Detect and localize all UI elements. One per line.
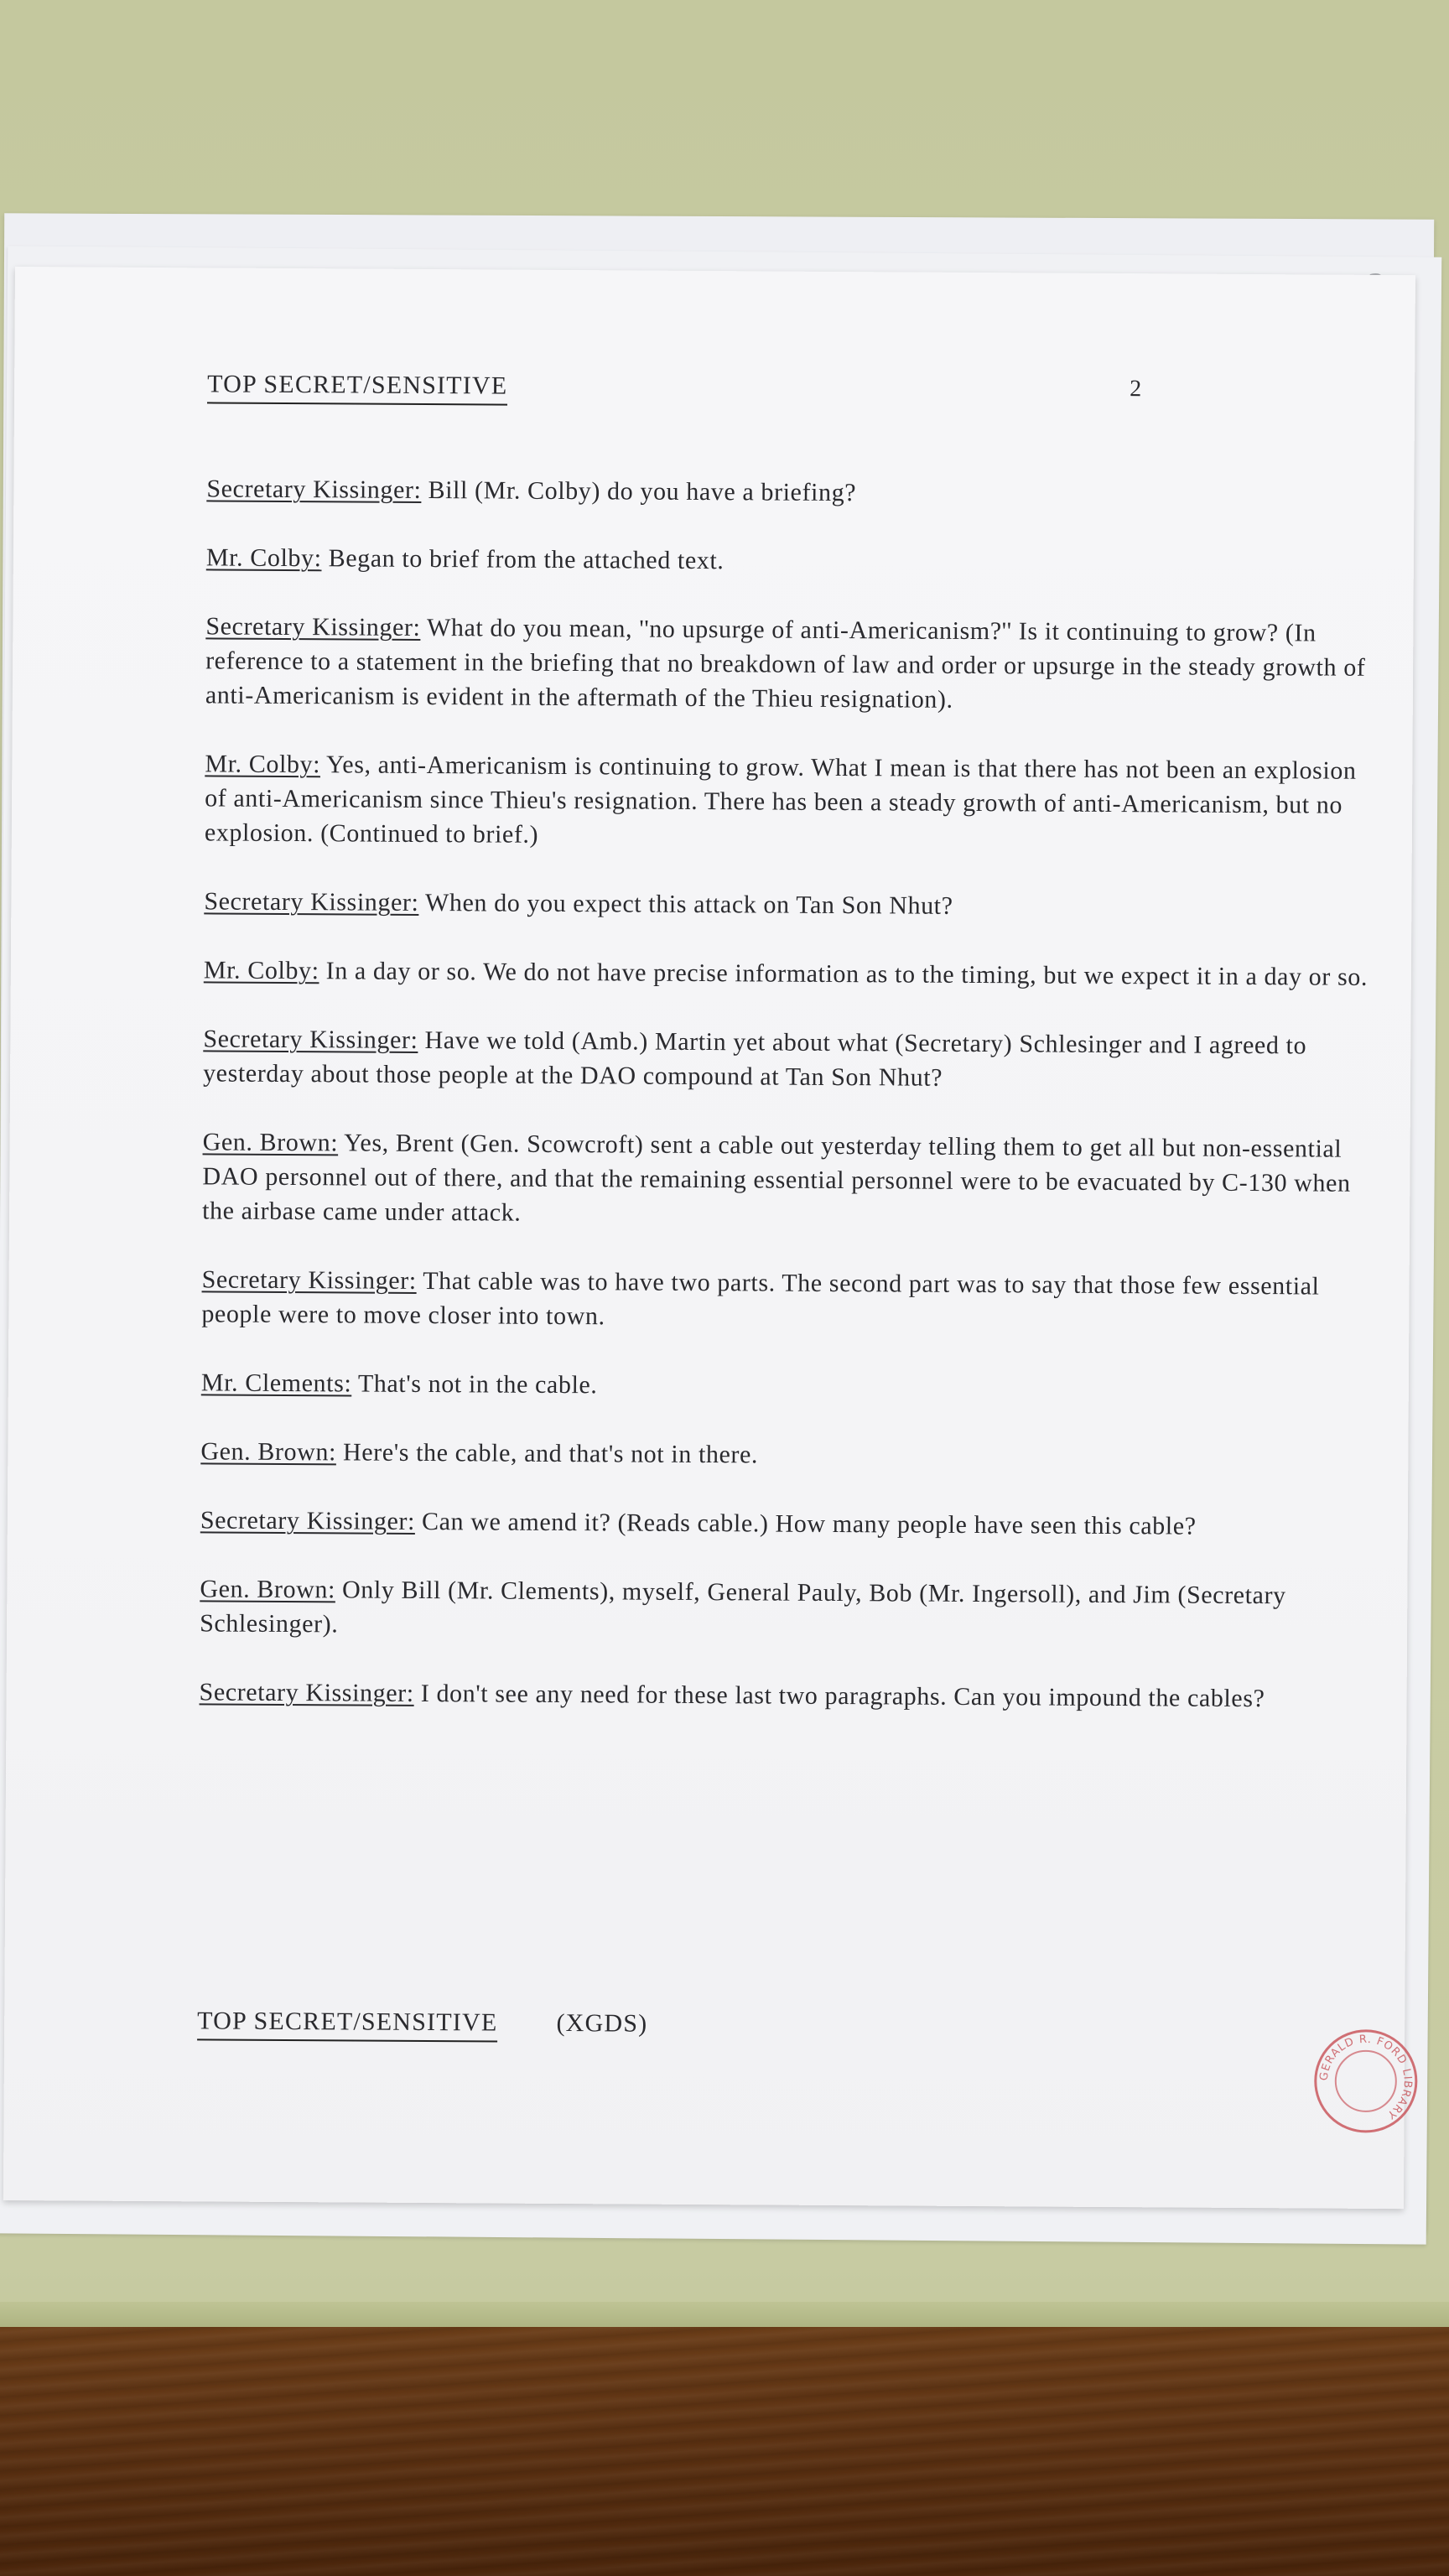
transcript-entry (201, 1365, 1367, 1406)
speaker-name: Gen. Brown: (202, 1128, 339, 1157)
entry-text: Have we told (Amb.) Martin yet about what (Secretary) Schlesinger and I agreed to yesterday about those people at the DAO compound at Tan Son Nhut? (203, 1026, 1307, 1092)
speaker-name: Mr. Clements: (200, 1368, 352, 1398)
page-header (207, 366, 1373, 410)
speaker-name: Mr. Colby: (205, 750, 321, 779)
entry-text: Began to brief from the attached text. (321, 544, 724, 575)
speaker-name: Gen. Brown: (200, 1575, 336, 1604)
entry-text: That's not in the cable. (351, 1369, 598, 1400)
stamp-text: GERALD R. FORD LIBRARY (1317, 2033, 1415, 2122)
speaker-name: Secretary Kissinger: (201, 1265, 417, 1295)
transcript-entry (205, 746, 1371, 856)
entry-text: Can we amend it? (Reads cable.) How many people have seen this cable? (414, 1507, 1197, 1540)
entry-text: What do you mean, ''no upsurge of anti-Americanism?'' Is it continuing to grow? (In reference to a statement in the briefing that no breakdown of law and order or upsurge in the steady growth of anti-Americanism is evident in the aftermath of the Thieu resignation). (205, 613, 1366, 714)
entry-text: Yes, Brent (Gen. Scowcroft) sent a cable out yesterday telling them to get all but non-essential DAO personnel out of there, and that the remaining essential personnel were to be evacuated by C-130 when the airbase came under attack. (202, 1129, 1351, 1227)
speaker-name: Secretary Kissinger: (200, 1506, 416, 1535)
entry-text: Here's the cable, and that's not in there. (335, 1438, 759, 1469)
classification-marking (207, 366, 507, 405)
classification-struck: TOP SECRET (207, 370, 364, 399)
transcript-entry (206, 471, 1372, 512)
transcript-entry (201, 1262, 1367, 1337)
transcript-body (199, 471, 1372, 1750)
transcript-entry (205, 609, 1372, 719)
classification-marking (197, 2003, 497, 2042)
transcript-entry (203, 1021, 1368, 1097)
entry-text: I don't see any need for these last two paragraphs. Can you impound the cables? (413, 1679, 1265, 1713)
entry-text: Only Bill (Mr. Clements), myself, General Pauly, Bob (Mr. Ingersoll), and Jim (Secretary Schlesinger). (200, 1576, 1286, 1639)
desk-surface (0, 2323, 1449, 2576)
speaker-name: Gen. Brown: (200, 1437, 337, 1467)
page-footer (197, 2003, 1363, 2047)
entry-text: When do you expect this attack on Tan Son Nhut? (418, 888, 953, 920)
folder-edge (0, 2302, 1449, 2327)
speaker-name: Mr. Colby: (203, 956, 319, 985)
classification-rest: /SENSITIVE (363, 371, 508, 400)
library-stamp-icon (1311, 2027, 1420, 2135)
entry-text: That cable was to have two parts. The second part was to say that those few essential people were to move closer into town. (201, 1266, 1320, 1331)
transcript-entry (204, 953, 1369, 994)
entry-text: Yes, anti-Americanism is continuing to grow. What I mean is that there has not been an explosion of anti-Americanism since Thieu's resignation. There has been a steady growth of anti-Americanism, but no explosion. (Continued to brief.) (204, 750, 1357, 849)
entry-text: Bill (Mr. Colby) do you have a briefing? (421, 475, 857, 507)
speaker-name: Secretary Kissinger: (199, 1678, 414, 1707)
transcript-entry (202, 1124, 1368, 1234)
transcript-entry (204, 884, 1369, 925)
transcript-entry (199, 1675, 1364, 1716)
entry-text: In a day or so. We do not have precise information as to the timing, but we expect it in a day or so. (319, 957, 1368, 991)
speaker-name: Secretary Kissinger: (205, 612, 421, 641)
speaker-name: Secretary Kissinger: (203, 1025, 418, 1054)
transcript-entry (200, 1571, 1365, 1647)
speaker-name: Secretary Kissinger: (204, 887, 419, 917)
speaker-name: Secretary Kissinger: (206, 475, 422, 504)
transcript-entry (200, 1434, 1366, 1475)
speaker-name: Mr. Colby: (205, 543, 322, 573)
classification-struck: TOP SECRET (197, 2007, 354, 2036)
page-number: 2 (1130, 376, 1142, 402)
transcript-entry (206, 540, 1372, 581)
declassification-code: (XGDS) (556, 2008, 648, 2038)
classification-rest: /SENSITIVE (353, 2007, 498, 2037)
svg-text:GERALD R. FORD LIBRARY (1317, 2033, 1414, 2122)
transcript-entry (200, 1503, 1366, 1544)
document-page (3, 267, 1415, 2209)
